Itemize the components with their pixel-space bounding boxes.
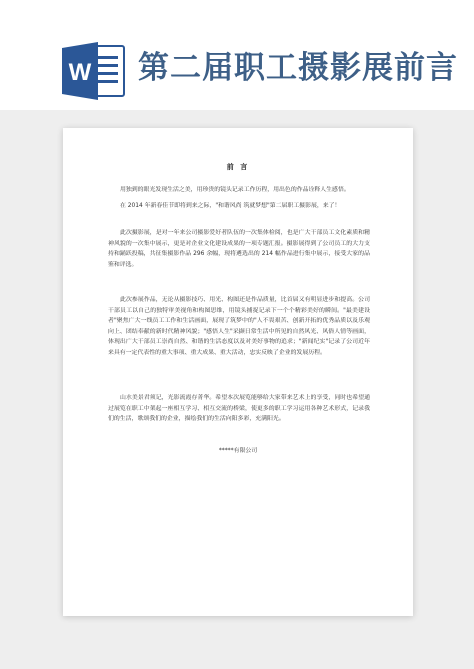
banner-title: 第二届职工摄影展前言	[138, 50, 458, 86]
paragraph-4: 此次参展作品，无论从摄影技巧、用光、构图还是作品质量，比首届又有明显进步和提高。公司干部员工以自己的独特审美视角和构图思维，用镜头捕捉记录下一个个精彩美好的瞬间。"最美建设者"聚焦广大一线员工工作和生活画面，展现了筑梦中的"人不畏艰苦、创新开拓的优秀品质以及乐观向上、团结奉献的新时代精神风貌；"感悟人生"采撷日常生活中所见的自然风光、风俗人情等画面，体现出广大干部员工崇尚自然、和谐的生活态度以及对美好事物的追求；"新闻纪实"记录了公司近年来具有一定代表性的重大事项、重大成果、重大活动，忠实反映了企业的发展历程。	[108, 297, 370, 356]
signature: *****有限公司	[218, 448, 258, 454]
paragraph-3: 此次摄影展，是对一年来公司摄影爱好者队伍的一次集体检阅，也是广大干部员工文化素质和精神风貌的一次集中展示，更是对企业文化建设成果的一项专题汇报。摄影展得到了公司员工的大力支持和踊跃投稿，共征集摄影作品 296 余幅，现将遴选出的 214 幅作品进行集中展示，接受大家的品鉴和评选。	[108, 230, 370, 268]
word-icon	[60, 40, 128, 102]
paragraph-2: 在 2014 年新春佳节即将到来之际，"和谐风尚 筑就梦想"第二届职工摄影展，来了！	[120, 203, 341, 209]
paragraph-5: 山水美景君须记，光影流霞存菁华。希望本次展览能够给大家带来艺术上的享受，同时也希望通过展览在职工中架起一座相互学习、相互交流的桥梁，使更多的职工学习运用各种艺术形式，记录我们的生活，歌颂我们的企业，描绘我们的生活向阳多彩，充满阳光。	[108, 395, 370, 422]
word-logo-letter: W	[68, 59, 92, 86]
document-page	[63, 128, 413, 616]
document-heading: 前 言	[226, 163, 250, 171]
paragraph-1: 用独到的眼光发现生活之美，用珍贵的镜头记录工作历程，用出色的作品诠释人生感悟。	[120, 187, 350, 193]
